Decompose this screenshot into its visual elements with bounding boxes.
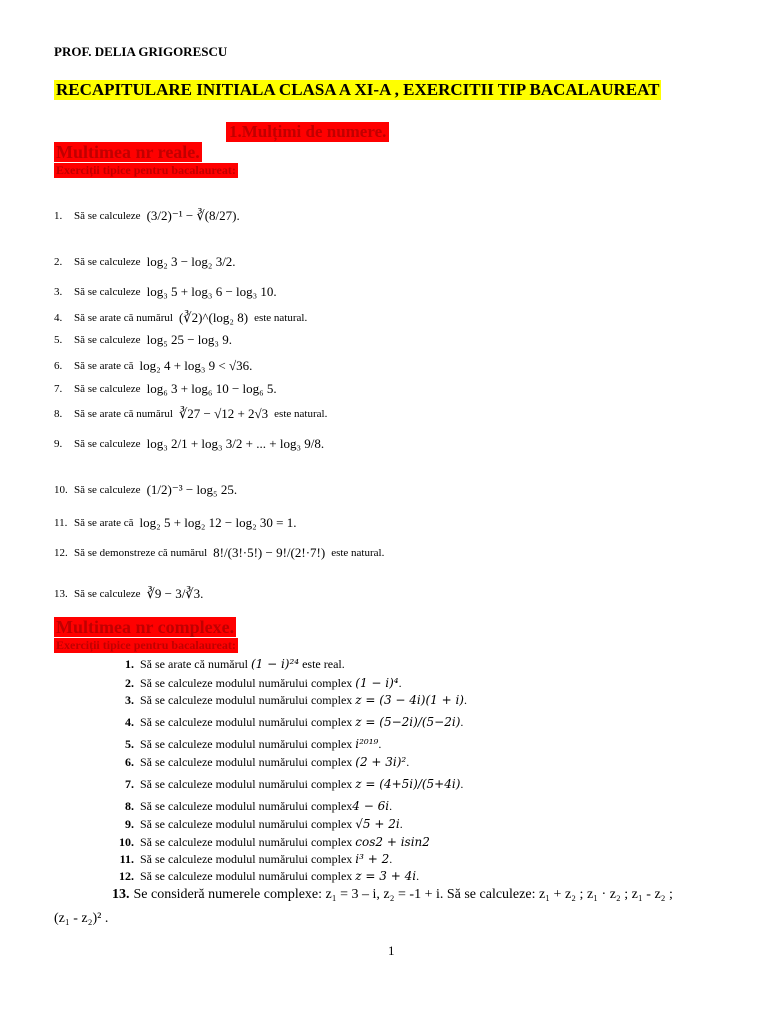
author-name: PROF. DELIA GRIGORESCU: [54, 44, 228, 59]
list-item: 8. Să se arate că numărul ∛27 − √12 + 2√3 este natural.: [54, 406, 328, 421]
list-item: 5. Să se calculeze log₅ 25 − log₃ 9.: [54, 332, 232, 347]
list-item: 7. Să se calculeze modulul numărului complex z = (4+5i)/(5+4i).: [125, 777, 464, 791]
list-item: 10. Să se calculeze (1/2)⁻³ − log₅ 25.: [54, 482, 238, 497]
document-title: RECAPITULARE INITIALA CLASA A XI-A , EXERCITII TIP BACALAUREAT: [56, 80, 660, 99]
list-item: 6. Să se calculeze modulul numărului complex (2 + 3i)².: [125, 755, 410, 769]
page-number: 1: [388, 943, 395, 958]
complex-heading: Multimea nr complexe.: [56, 617, 235, 637]
list-item: 6. Să se arate că log₂ 4 + log₃ 9 < √36.: [54, 358, 253, 373]
list-item-continuation: (z₁ - z₂)² .: [54, 911, 109, 926]
list-item: 5. Să se calculeze modulul numărului complex i²⁰¹⁹.: [125, 737, 382, 751]
section-title: 1.Mulțimi de numere.: [226, 122, 389, 142]
list-item: 10. Să se calculeze modulul numărului complex cos2 + isin2: [119, 835, 430, 849]
list-item: 2. Să se calculeze modulul numărului complex (1 − i)⁴.: [125, 676, 402, 690]
list-item: 11. Să se calculeze modulul numărului complex i³ + 2.: [119, 852, 393, 866]
list-item: 3. Să se calculeze modulul numărului complex z = (3 − 4i)(1 + i).: [125, 693, 467, 707]
reals-heading: Multimea nr reale.: [56, 142, 200, 162]
list-item: 4. Să se calculeze modulul numărului complex z = (5−2i)/(5−2i).: [125, 715, 464, 729]
list-item: 11. Să se arate că log₂ 5 + log₂ 12 − log₂ 30 = 1.: [54, 515, 297, 530]
list-item: 13. Se consideră numerele complexe: z₁ = 3 – i, z₂ = -1 + i. Să se calculeze: z₁ + z₂ ; z₁ · z₂ ; z₁ - z₂ ;: [112, 887, 673, 902]
complex-caption: Exerciții tipice pentru bacalaureat:: [56, 638, 236, 652]
list-item: 7. Să se calculeze log₆ 3 + log₆ 10 − log₆ 5.: [54, 381, 277, 396]
reals-caption: Exerciții tipice pentru bacalaureat:: [56, 163, 236, 177]
list-item: 12. Să se demonstreze că numărul 8!/(3!·5!) − 9!/(2!·7!) este natural.: [54, 545, 385, 560]
list-item: 1. Să se calculeze (3/2)⁻¹ − ∛(8/27).: [54, 208, 240, 223]
list-item: 8. Să se calculeze modulul numărului complex4 − 6i.: [125, 799, 393, 813]
list-item: 9. Să se calculeze modulul numărului complex √5 + 2i.: [125, 817, 403, 831]
list-item: 3. Să se calculeze log₃ 5 + log₃ 6 − log₃ 10.: [54, 284, 277, 299]
list-item: 2. Să se calculeze log₂ 3 − log₂ 3/2.: [54, 254, 236, 269]
list-item: 1. Să se arate că numărul (1 − i)²⁴ este real.: [125, 657, 345, 671]
list-item: 4. Să se arate că numărul (∛2)^(log₂ 8) este natural.: [54, 310, 308, 325]
list-item: 9. Să se calculeze log₃ 2/1 + log₃ 3/2 + ... + log₃ 9/8.: [54, 436, 325, 451]
list-item: 12. Să se calculeze modulul numărului complex z = 3 + 4i.: [119, 869, 420, 883]
list-item: 13. Să se calculeze ∛9 − 3/∛3.: [54, 586, 204, 601]
